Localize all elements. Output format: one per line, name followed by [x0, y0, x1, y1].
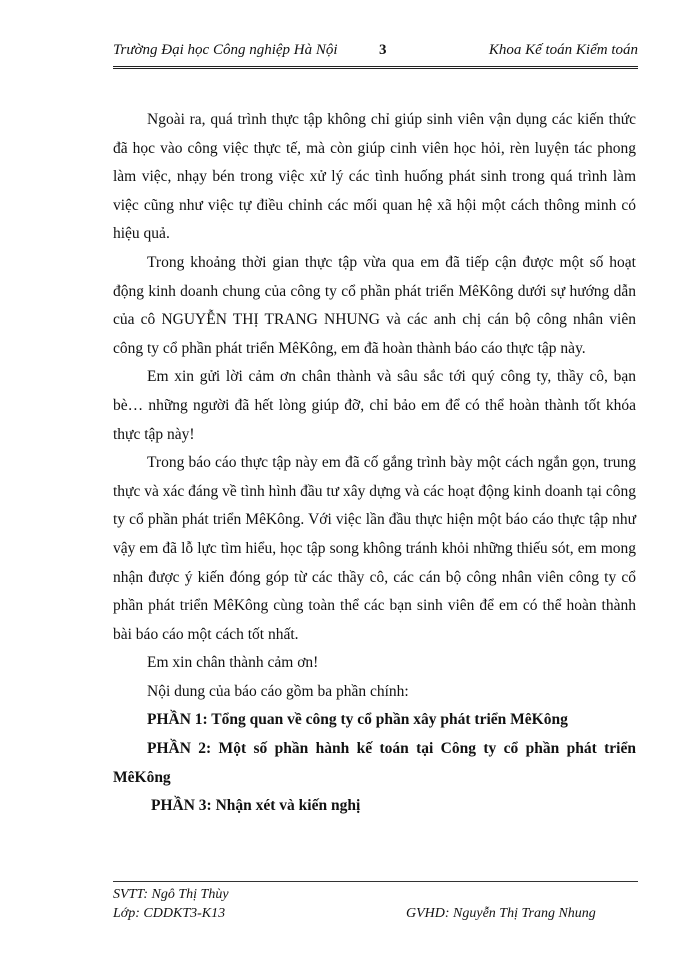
paragraph-intro: Ngoài ra, quá trình thực tập không chỉ giúp sinh viên vận dụng các kiến thức đã học vào công việc thực tế, mà còn giúp cinh viên học hỏi, rèn luyện tác phong làm việc, nhạy bén trong việc xử lý các tình huống phát sinh trong quá trình làm việc cũng như việc tự điều chỉnh các mối quan hệ xã hội một cách thông minh có hiệu quả.: [113, 111, 636, 243]
section-1-heading: PHẦN 1: Tổng quan về công ty cổ phần xây phát triển MêKông: [147, 711, 568, 729]
paragraph-closing: Em xin chân thành cảm ơn!: [147, 654, 319, 672]
advisor-name: GVHD: Nguyễn Thị Trang Nhung: [406, 906, 596, 921]
student-name: SVTT: Ngô Thị Thùy: [113, 887, 229, 902]
paragraph-thanks: Em xin gửi lời cảm ơn chân thành và sâu sắc tới quý công ty, thầy cô, bạn bè… những người đã hết lòng giúp đỡ, chỉ bảo em để có thể hoàn thành tốt khóa thực tập này!: [113, 368, 636, 443]
header-divider: [113, 66, 638, 69]
page-number: 3: [379, 42, 387, 58]
school-name: Trường Đại học Công nghiệp Hà Nội: [113, 42, 338, 58]
paragraph-contents: Nội dung của báo cáo gồm ba phần chính:: [147, 682, 409, 700]
footer-divider: [113, 881, 638, 882]
document-body: [113, 106, 636, 821]
page-header: [113, 38, 638, 66]
class-code: Lớp: CDDKT3-K13: [113, 906, 226, 921]
department-name: Khoa Kế toán Kiểm toán: [488, 42, 638, 58]
section-3-heading: PHẦN 3: Nhận xét và kiến nghị: [151, 797, 361, 815]
paragraph-internship: Trong khoảng thời gian thực tập vừa qua em đã tiếp cận được một số hoạt động kinh doanh chung của công ty cổ phần phát triển MêKông dưới sự hướng dẫn của cô NGUYỄN THỊ TRANG NHUNG và các anh chị cán bộ công nhân viên công ty cổ phần phát triển MêKông, em đã hoàn thành báo cáo thực tập này.: [113, 253, 636, 357]
section-2-heading: PHẦN 2: Một số phần hành kế toán tại Công ty cổ phần phát triển MêKông: [113, 740, 636, 786]
page-footer: [113, 885, 638, 923]
paragraph-report: Trong báo cáo thực tập này em đã cố gắng trình bày một cách ngắn gọn, trung thực và xác đáng về tình hình đầu tư xây dựng và các hoạt động kinh doanh tại công ty cổ phần phát triển MêKông. Với việc lần đầu thực hiện một báo cáo thực tập như vậy em đã lỗ lực tìm hiểu, học tập song không tránh khỏi những thiếu sót, em mong nhận được ý kiến đóng góp từ các thầy cô, các cán bộ công nhân viên công ty cổ phần phát triển MêKông cùng toàn thể các bạn sinh viên để em có thể hoàn thành bài báo cáo một cách tốt nhất.: [113, 454, 636, 643]
